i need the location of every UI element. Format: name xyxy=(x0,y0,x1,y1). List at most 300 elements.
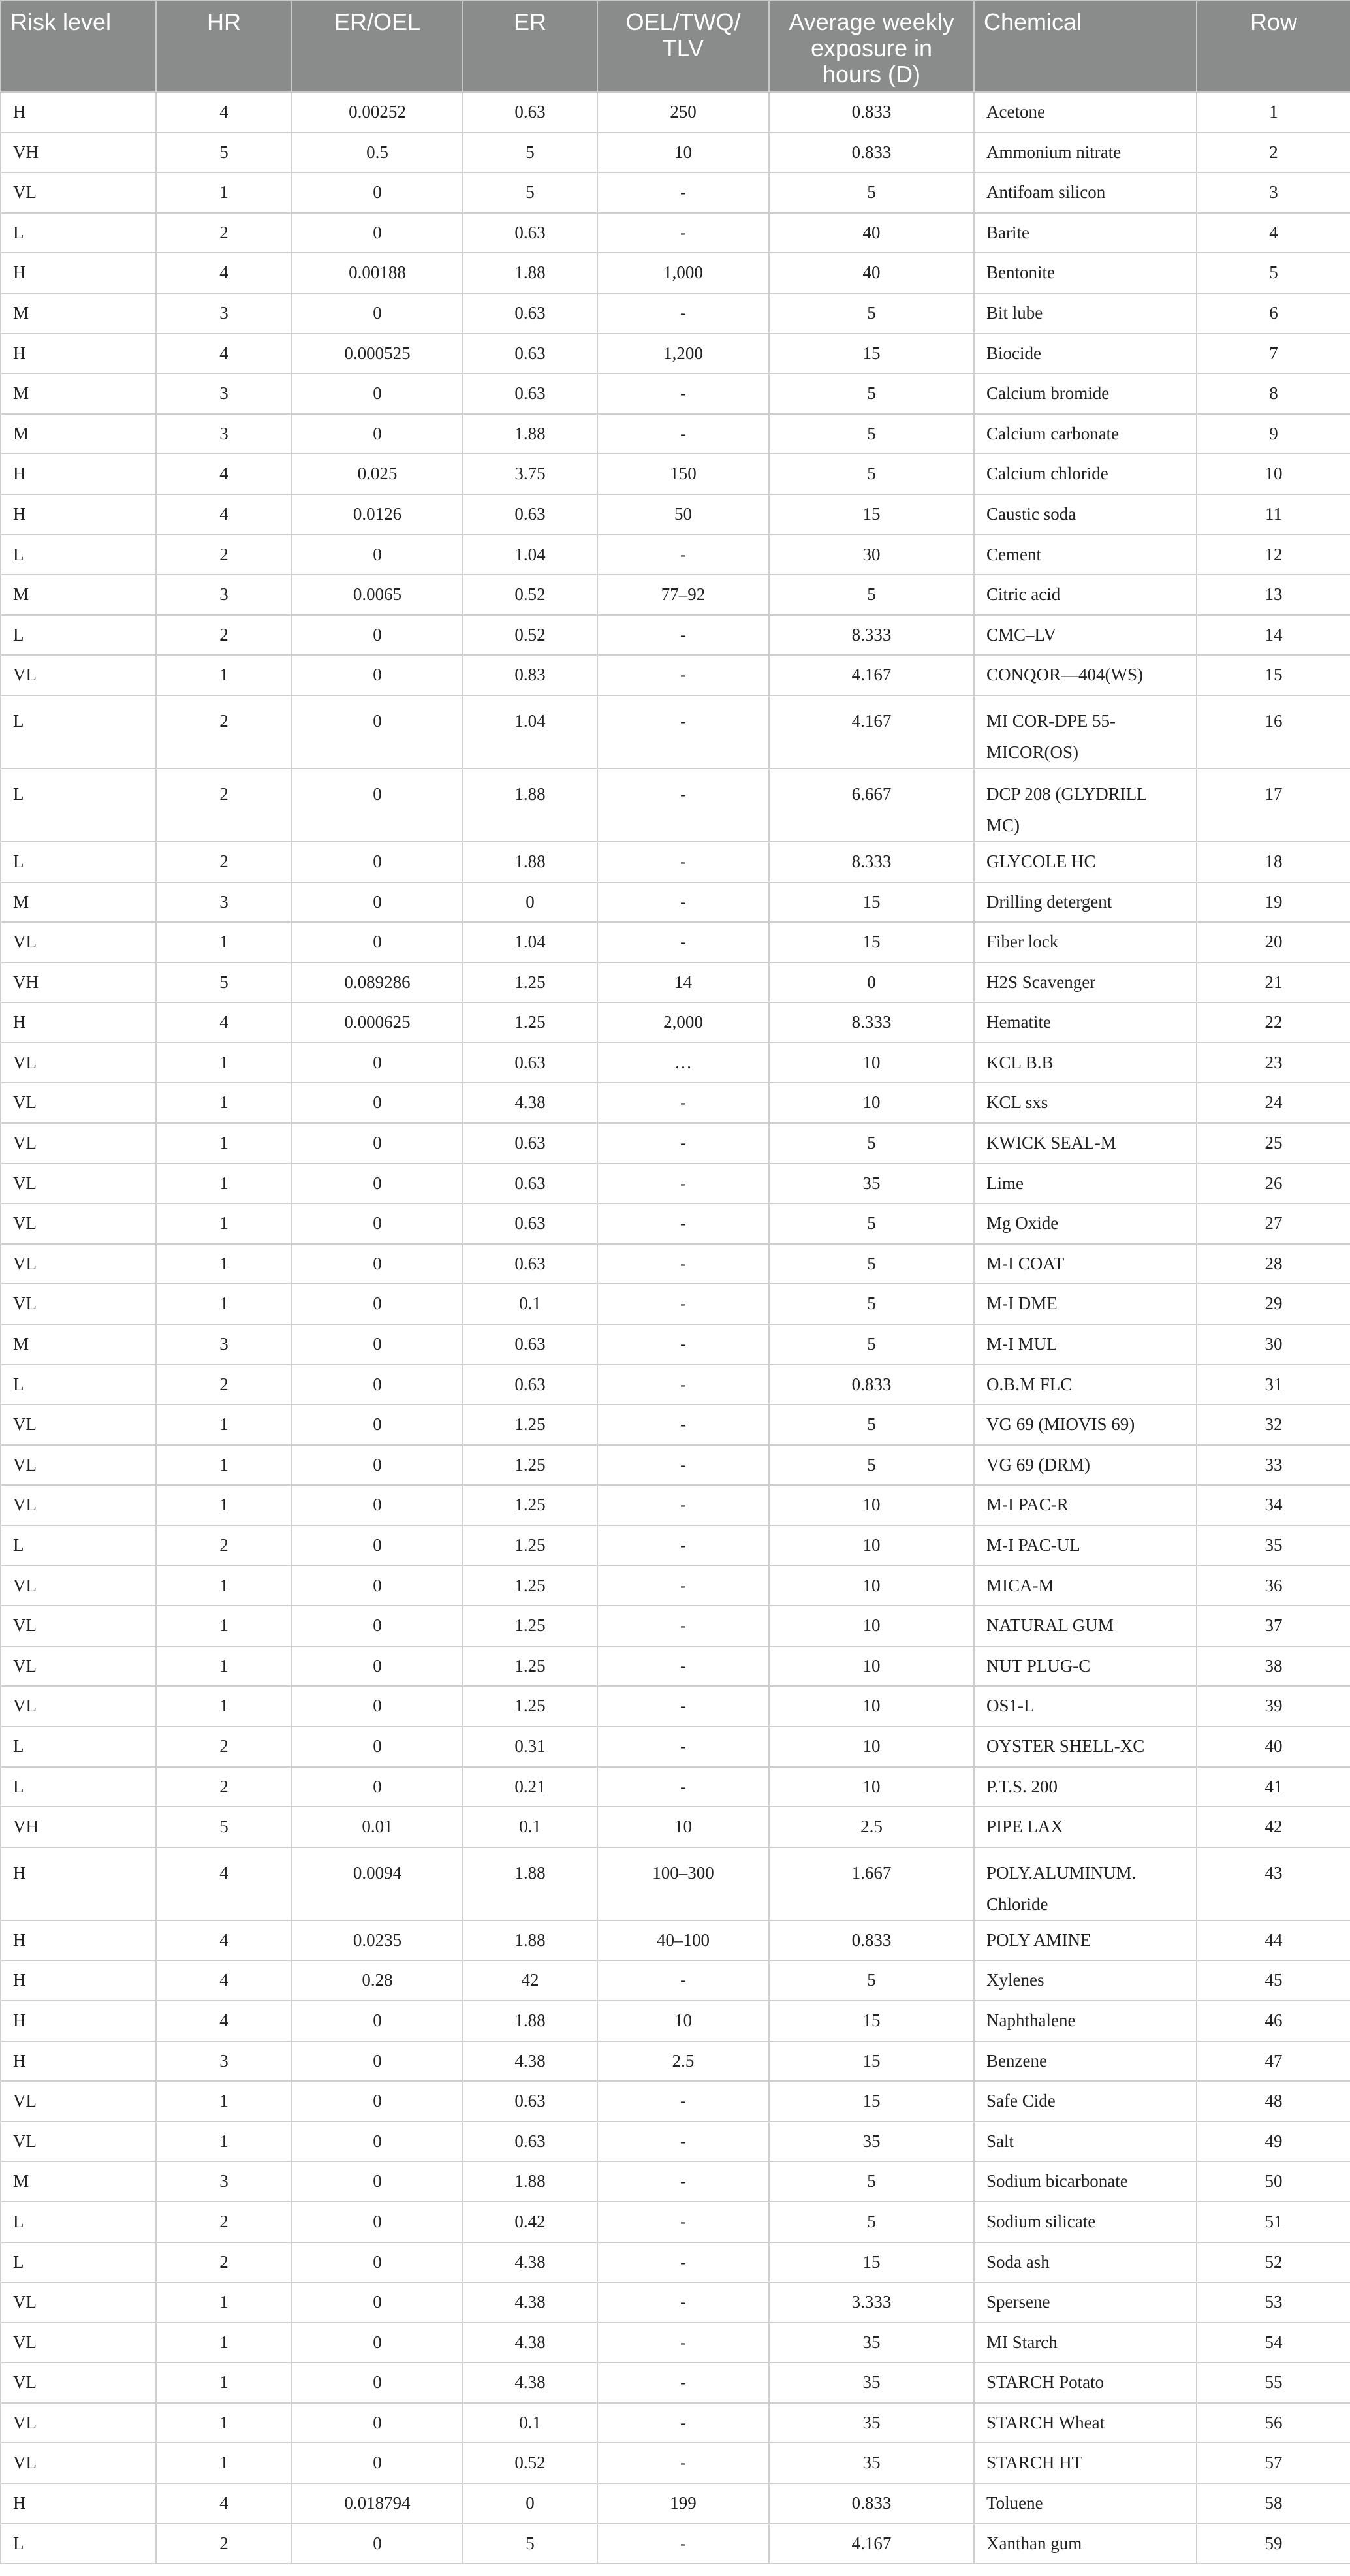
chemical-cell: O.B.M FLC xyxy=(974,1365,1197,1405)
er-cell: 0.63 xyxy=(463,494,597,535)
chemical-cell: OS1-L xyxy=(974,1686,1197,1726)
hr-cell: 3 xyxy=(156,882,292,923)
row-number-cell: 18 xyxy=(1197,842,1350,882)
er-oel-cell: 0 xyxy=(292,769,463,842)
table-row xyxy=(1,962,1350,1003)
exposure-cell: 30 xyxy=(769,535,974,575)
er-oel-cell: 0 xyxy=(292,1043,463,1083)
er-oel-cell: 0 xyxy=(292,2041,463,2082)
er-cell: 0.63 xyxy=(463,1365,597,1405)
hr-cell: 1 xyxy=(156,172,292,213)
oel-cell: 14 xyxy=(597,962,769,1003)
chemical-cell: GLYCOLE HC xyxy=(974,842,1197,882)
risk-level-cell: VL xyxy=(1,2282,156,2323)
risk-level-cell: M xyxy=(1,374,156,414)
exposure-cell: 5 xyxy=(769,1405,974,1445)
risk-level-cell: L xyxy=(1,1726,156,1767)
exposure-cell: 35 xyxy=(769,2403,974,2443)
chemical-cell: STARCH Potato xyxy=(974,2362,1197,2403)
risk-level-cell: VL xyxy=(1,1566,156,1606)
exposure-cell: 10 xyxy=(769,1083,974,1123)
er-oel-cell: 0 xyxy=(292,535,463,575)
chemical-cell: Ammonium nitrate xyxy=(974,133,1197,173)
hr-cell: 1 xyxy=(156,2081,292,2122)
exposure-cell: 35 xyxy=(769,2443,974,2483)
er-oel-cell: 0 xyxy=(292,615,463,656)
risk-level-cell: H xyxy=(1,92,156,133)
table-row xyxy=(1,133,1350,173)
chemical-cell: KCL sxs xyxy=(974,1083,1197,1123)
table-row xyxy=(1,1203,1350,1244)
row-number-cell: 31 xyxy=(1197,1365,1350,1405)
exposure-cell: 6.667 xyxy=(769,769,974,842)
er-oel-cell: 0.28 xyxy=(292,1960,463,2001)
risk-level-cell: L xyxy=(1,535,156,575)
er-cell: 1.25 xyxy=(463,1525,597,1566)
hr-cell: 1 xyxy=(156,1203,292,1244)
er-cell: 1.25 xyxy=(463,1646,597,1687)
exposure-cell: 35 xyxy=(769,1164,974,1204)
row-number-cell: 43 xyxy=(1197,1847,1350,1920)
table-row xyxy=(1,1686,1350,1726)
row-number-cell: 11 xyxy=(1197,494,1350,535)
table-row xyxy=(1,1726,1350,1767)
row-number-cell: 27 xyxy=(1197,1203,1350,1244)
oel-cell: - xyxy=(597,2122,769,2162)
row-number-cell: 57 xyxy=(1197,2443,1350,2483)
er-cell: 4.38 xyxy=(463,1083,597,1123)
er-cell: 0 xyxy=(463,882,597,923)
chemical-cell: Benzene xyxy=(974,2041,1197,2082)
hr-cell: 2 xyxy=(156,1726,292,1767)
risk-level-cell: VL xyxy=(1,1083,156,1123)
row-number-cell: 17 xyxy=(1197,769,1350,842)
oel-cell: - xyxy=(597,293,769,334)
oel-cell: 2.5 xyxy=(597,2041,769,2082)
hr-cell: 1 xyxy=(156,922,292,962)
risk-level-cell: VL xyxy=(1,1284,156,1324)
risk-level-cell: VL xyxy=(1,1203,156,1244)
table-row xyxy=(1,374,1350,414)
oel-cell: 10 xyxy=(597,2001,769,2041)
row-number-cell: 52 xyxy=(1197,2242,1350,2283)
exposure-cell: 0.833 xyxy=(769,1920,974,1961)
chemical-cell: VG 69 (MIOVIS 69) xyxy=(974,1405,1197,1445)
risk-level-cell: L xyxy=(1,2524,156,2564)
risk-level-cell: VL xyxy=(1,2323,156,2363)
hr-cell: 4 xyxy=(156,1920,292,1961)
row-number-cell: 39 xyxy=(1197,1686,1350,1726)
hr-cell: 1 xyxy=(156,1405,292,1445)
table-row xyxy=(1,2242,1350,2283)
risk-level-cell: VL xyxy=(1,922,156,962)
row-number-cell: 45 xyxy=(1197,1960,1350,2001)
hr-cell: 3 xyxy=(156,1324,292,1365)
table-row xyxy=(1,2403,1350,2443)
oel-cell: - xyxy=(597,535,769,575)
er-cell: 0.63 xyxy=(463,334,597,374)
oel-cell: - xyxy=(597,1324,769,1365)
chemical-cell: DCP 208 (GLYDRILL MC) xyxy=(974,769,1197,842)
oel-cell: 100–300 xyxy=(597,1847,769,1920)
hr-cell: 1 xyxy=(156,1485,292,1525)
exposure-cell: 15 xyxy=(769,2081,974,2122)
row-number-cell: 6 xyxy=(1197,293,1350,334)
row-number-cell: 24 xyxy=(1197,1083,1350,1123)
hr-cell: 1 xyxy=(156,1566,292,1606)
chemical-cell: Calcium carbonate xyxy=(974,414,1197,454)
chemical-cell: Sodium bicarbonate xyxy=(974,2161,1197,2202)
er-oel-cell: 0 xyxy=(292,1686,463,1726)
table-header-row xyxy=(1,1,1350,92)
er-oel-cell: 0 xyxy=(292,1123,463,1164)
chemical-cell: Calcium chloride xyxy=(974,454,1197,494)
chemical-cell: Drilling detergent xyxy=(974,882,1197,923)
hr-cell: 2 xyxy=(156,615,292,656)
chemical-cell: Salt xyxy=(974,2122,1197,2162)
hr-cell: 1 xyxy=(156,1244,292,1284)
row-number-cell: 49 xyxy=(1197,2122,1350,2162)
oel-cell: - xyxy=(597,1485,769,1525)
hr-cell: 1 xyxy=(156,2362,292,2403)
hr-cell: 3 xyxy=(156,293,292,334)
chemical-cell: STARCH Wheat xyxy=(974,2403,1197,2443)
hr-cell: 1 xyxy=(156,2403,292,2443)
exposure-cell: 8.333 xyxy=(769,842,974,882)
table-row xyxy=(1,615,1350,656)
risk-level-cell: H xyxy=(1,253,156,293)
chemical-cell: PIPE LAX xyxy=(974,1807,1197,1847)
er-cell: 4.38 xyxy=(463,2323,597,2363)
er-cell: 0.63 xyxy=(463,1324,597,1365)
er-oel-cell: 0.0094 xyxy=(292,1847,463,1920)
chemical-cell: CMC–LV xyxy=(974,615,1197,656)
risk-level-cell: H xyxy=(1,1002,156,1043)
risk-level-cell: H xyxy=(1,2001,156,2041)
risk-level-cell: M xyxy=(1,575,156,615)
chemical-cell: Hematite xyxy=(974,1002,1197,1043)
exposure-cell: 10 xyxy=(769,1043,974,1083)
hr-cell: 1 xyxy=(156,1686,292,1726)
table-row xyxy=(1,213,1350,253)
hr-cell: 4 xyxy=(156,1847,292,1920)
chemical-cell: Calcium bromide xyxy=(974,374,1197,414)
er-cell: 1.25 xyxy=(463,962,597,1003)
exposure-cell: 4.167 xyxy=(769,695,974,769)
table-row xyxy=(1,1405,1350,1445)
oel-cell: - xyxy=(597,172,769,213)
risk-level-cell: H xyxy=(1,1960,156,2001)
er-oel-cell: 0 xyxy=(292,1445,463,1486)
er-cell: 1.88 xyxy=(463,253,597,293)
oel-cell: 2,000 xyxy=(597,1002,769,1043)
hr-cell: 2 xyxy=(156,2242,292,2283)
chemical-cell: M-I DME xyxy=(974,1284,1197,1324)
er-cell: 0.31 xyxy=(463,1726,597,1767)
table-row xyxy=(1,1002,1350,1043)
exposure-cell: 35 xyxy=(769,2122,974,2162)
table-row xyxy=(1,1083,1350,1123)
er-oel-cell: 0.0235 xyxy=(292,1920,463,1961)
risk-level-cell: L xyxy=(1,1365,156,1405)
table-row xyxy=(1,535,1350,575)
er-oel-cell: 0 xyxy=(292,2081,463,2122)
chemical-cell: POLY.ALUMINUM. Chloride xyxy=(974,1847,1197,1920)
hr-cell: 2 xyxy=(156,2202,292,2242)
er-oel-cell: 0.000625 xyxy=(292,1002,463,1043)
er-cell: 0.42 xyxy=(463,2202,597,2242)
risk-level-cell: L xyxy=(1,2242,156,2283)
oel-cell: - xyxy=(597,374,769,414)
er-cell: 0.63 xyxy=(463,92,597,133)
oel-cell: - xyxy=(597,1606,769,1646)
er-cell: 0.52 xyxy=(463,2443,597,2483)
risk-level-cell: M xyxy=(1,1324,156,1365)
oel-cell: - xyxy=(597,1083,769,1123)
table-row xyxy=(1,842,1350,882)
er-cell: 1.25 xyxy=(463,1405,597,1445)
row-number-cell: 44 xyxy=(1197,1920,1350,1961)
risk-level-cell: VL xyxy=(1,2081,156,2122)
er-oel-cell: 0 xyxy=(292,414,463,454)
risk-level-cell: M xyxy=(1,2161,156,2202)
hr-cell: 1 xyxy=(156,1043,292,1083)
hr-cell: 4 xyxy=(156,253,292,293)
table-row xyxy=(1,2483,1350,2524)
risk-level-cell: VH xyxy=(1,962,156,1003)
exposure-cell: 8.333 xyxy=(769,615,974,656)
er-oel-cell: 0 xyxy=(292,1284,463,1324)
er-cell: 1.88 xyxy=(463,2161,597,2202)
header-er-oel: ER/OEL xyxy=(292,1,463,92)
oel-cell: - xyxy=(597,414,769,454)
table-row xyxy=(1,293,1350,334)
exposure-cell: 10 xyxy=(769,1646,974,1687)
exposure-cell: 15 xyxy=(769,334,974,374)
row-number-cell: 42 xyxy=(1197,1807,1350,1847)
risk-level-cell: VH xyxy=(1,1807,156,1847)
chemical-cell: CONQOR—404(WS) xyxy=(974,655,1197,695)
oel-cell: - xyxy=(597,1365,769,1405)
exposure-cell: 0.833 xyxy=(769,92,974,133)
row-number-cell: 36 xyxy=(1197,1566,1350,1606)
er-oel-cell: 0 xyxy=(292,1525,463,1566)
er-oel-cell: 0 xyxy=(292,882,463,923)
exposure-cell: 0.833 xyxy=(769,133,974,173)
chemical-cell: Citric acid xyxy=(974,575,1197,615)
oel-cell: - xyxy=(597,2202,769,2242)
hr-cell: 1 xyxy=(156,1284,292,1324)
row-number-cell: 20 xyxy=(1197,922,1350,962)
hr-cell: 1 xyxy=(156,1606,292,1646)
chemical-cell: Mg Oxide xyxy=(974,1203,1197,1244)
exposure-cell: 8.333 xyxy=(769,1002,974,1043)
table-row xyxy=(1,2524,1350,2564)
hr-cell: 5 xyxy=(156,1807,292,1847)
hr-cell: 1 xyxy=(156,2282,292,2323)
oel-cell: 250 xyxy=(597,92,769,133)
oel-cell: - xyxy=(597,1123,769,1164)
er-oel-cell: 0 xyxy=(292,2161,463,2202)
chemical-cell: Cement xyxy=(974,535,1197,575)
exposure-cell: 5 xyxy=(769,575,974,615)
table-row xyxy=(1,769,1350,842)
er-oel-cell: 0 xyxy=(292,1324,463,1365)
er-cell: 4.38 xyxy=(463,2242,597,2283)
exposure-cell: 0.833 xyxy=(769,2483,974,2524)
row-number-cell: 37 xyxy=(1197,1606,1350,1646)
row-number-cell: 38 xyxy=(1197,1646,1350,1687)
oel-cell: 1,000 xyxy=(597,253,769,293)
chemical-cell: Bit lube xyxy=(974,293,1197,334)
risk-level-cell: H xyxy=(1,2041,156,2082)
row-number-cell: 23 xyxy=(1197,1043,1350,1083)
exposure-cell: 40 xyxy=(769,213,974,253)
risk-level-cell: VL xyxy=(1,1043,156,1083)
hr-cell: 3 xyxy=(156,414,292,454)
er-cell: 0 xyxy=(463,2483,597,2524)
risk-level-cell: VL xyxy=(1,1164,156,1204)
risk-level-cell: VL xyxy=(1,2122,156,2162)
oel-cell: - xyxy=(597,1405,769,1445)
oel-cell: - xyxy=(597,213,769,253)
exposure-cell: 5 xyxy=(769,1960,974,2001)
risk-level-cell: VL xyxy=(1,2362,156,2403)
header-chemical: Chemical xyxy=(974,1,1197,92)
chemical-cell: Barite xyxy=(974,213,1197,253)
oel-cell: - xyxy=(597,695,769,769)
er-cell: 5 xyxy=(463,133,597,173)
risk-level-cell: L xyxy=(1,842,156,882)
row-number-cell: 4 xyxy=(1197,213,1350,253)
row-number-cell: 1 xyxy=(1197,92,1350,133)
oel-cell: - xyxy=(597,1726,769,1767)
row-number-cell: 58 xyxy=(1197,2483,1350,2524)
er-cell: 1.25 xyxy=(463,1606,597,1646)
exposure-cell: 10 xyxy=(769,1566,974,1606)
er-oel-cell: 0.018794 xyxy=(292,2483,463,2524)
table-row xyxy=(1,882,1350,923)
er-oel-cell: 0 xyxy=(292,695,463,769)
exposure-cell: 5 xyxy=(769,374,974,414)
er-cell: 0.63 xyxy=(463,1043,597,1083)
risk-level-cell: VL xyxy=(1,1244,156,1284)
exposure-cell: 15 xyxy=(769,494,974,535)
table-row xyxy=(1,1284,1350,1324)
table-row xyxy=(1,414,1350,454)
exposure-cell: 5 xyxy=(769,172,974,213)
hr-cell: 4 xyxy=(156,2001,292,2041)
er-oel-cell: 0 xyxy=(292,2242,463,2283)
risk-level-cell: H xyxy=(1,494,156,535)
table-row xyxy=(1,454,1350,494)
hr-cell: 4 xyxy=(156,92,292,133)
row-number-cell: 32 xyxy=(1197,1405,1350,1445)
oel-cell: 199 xyxy=(597,2483,769,2524)
oel-cell: 50 xyxy=(597,494,769,535)
table-row xyxy=(1,1566,1350,1606)
table-row xyxy=(1,1920,1350,1961)
er-cell: 1.04 xyxy=(463,922,597,962)
oel-cell: - xyxy=(597,1164,769,1204)
er-oel-cell: 0 xyxy=(292,2443,463,2483)
table-row xyxy=(1,1646,1350,1687)
chemical-cell: Spersene xyxy=(974,2282,1197,2323)
header-risk-level: Risk level xyxy=(1,1,156,92)
oel-cell: - xyxy=(597,1525,769,1566)
chemical-cell: MI Starch xyxy=(974,2323,1197,2363)
er-cell: 0.63 xyxy=(463,213,597,253)
table-row xyxy=(1,1767,1350,1807)
oel-cell: - xyxy=(597,1445,769,1486)
er-oel-cell: 0 xyxy=(292,842,463,882)
header-hr: HR xyxy=(156,1,292,92)
er-cell: 1.25 xyxy=(463,1485,597,1525)
row-number-cell: 33 xyxy=(1197,1445,1350,1486)
chemical-cell: Xylenes xyxy=(974,1960,1197,2001)
er-oel-cell: 0 xyxy=(292,1203,463,1244)
er-cell: 1.25 xyxy=(463,1002,597,1043)
risk-level-cell: M xyxy=(1,293,156,334)
row-number-cell: 10 xyxy=(1197,454,1350,494)
risk-level-cell: L xyxy=(1,615,156,656)
table-row xyxy=(1,1324,1350,1365)
row-number-cell: 55 xyxy=(1197,2362,1350,2403)
er-cell: 0.63 xyxy=(463,2122,597,2162)
row-number-cell: 21 xyxy=(1197,962,1350,1003)
er-cell: 1.04 xyxy=(463,695,597,769)
hr-cell: 2 xyxy=(156,213,292,253)
oel-cell: 1,200 xyxy=(597,334,769,374)
header-weekly-exposure: Average weekly exposure in hours (D) xyxy=(769,1,974,92)
hr-cell: 2 xyxy=(156,1767,292,1807)
risk-level-cell: VL xyxy=(1,1606,156,1646)
risk-level-cell: VL xyxy=(1,655,156,695)
chemical-cell: Antifoam silicon xyxy=(974,172,1197,213)
chemical-cell: M-I PAC-UL xyxy=(974,1525,1197,1566)
hr-cell: 4 xyxy=(156,2483,292,2524)
hr-cell: 4 xyxy=(156,494,292,535)
row-number-cell: 22 xyxy=(1197,1002,1350,1043)
er-oel-cell: 0.0065 xyxy=(292,575,463,615)
chemical-cell: Xanthan gum xyxy=(974,2524,1197,2564)
chemical-cell: VG 69 (DRM) xyxy=(974,1445,1197,1486)
hr-cell: 4 xyxy=(156,1002,292,1043)
risk-level-cell: M xyxy=(1,882,156,923)
er-cell: 0.63 xyxy=(463,1164,597,1204)
chemical-cell: Bentonite xyxy=(974,253,1197,293)
risk-level-cell: M xyxy=(1,414,156,454)
table-row xyxy=(1,1164,1350,1204)
hr-cell: 1 xyxy=(156,655,292,695)
oel-cell: 150 xyxy=(597,454,769,494)
hr-cell: 5 xyxy=(156,962,292,1003)
exposure-cell: 2.5 xyxy=(769,1807,974,1847)
table-row xyxy=(1,1606,1350,1646)
er-cell: 0.63 xyxy=(463,1123,597,1164)
er-cell: 1.88 xyxy=(463,1920,597,1961)
chemical-cell: P.T.S. 200 xyxy=(974,1767,1197,1807)
chemical-cell: NUT PLUG-C xyxy=(974,1646,1197,1687)
row-number-cell: 53 xyxy=(1197,2282,1350,2323)
table-row xyxy=(1,2001,1350,2041)
exposure-cell: 0.833 xyxy=(769,1365,974,1405)
oel-cell: - xyxy=(597,655,769,695)
er-oel-cell: 0 xyxy=(292,1726,463,1767)
er-cell: 4.38 xyxy=(463,2041,597,2082)
chemical-cell: STARCH HT xyxy=(974,2443,1197,2483)
exposure-cell: 10 xyxy=(769,1767,974,1807)
